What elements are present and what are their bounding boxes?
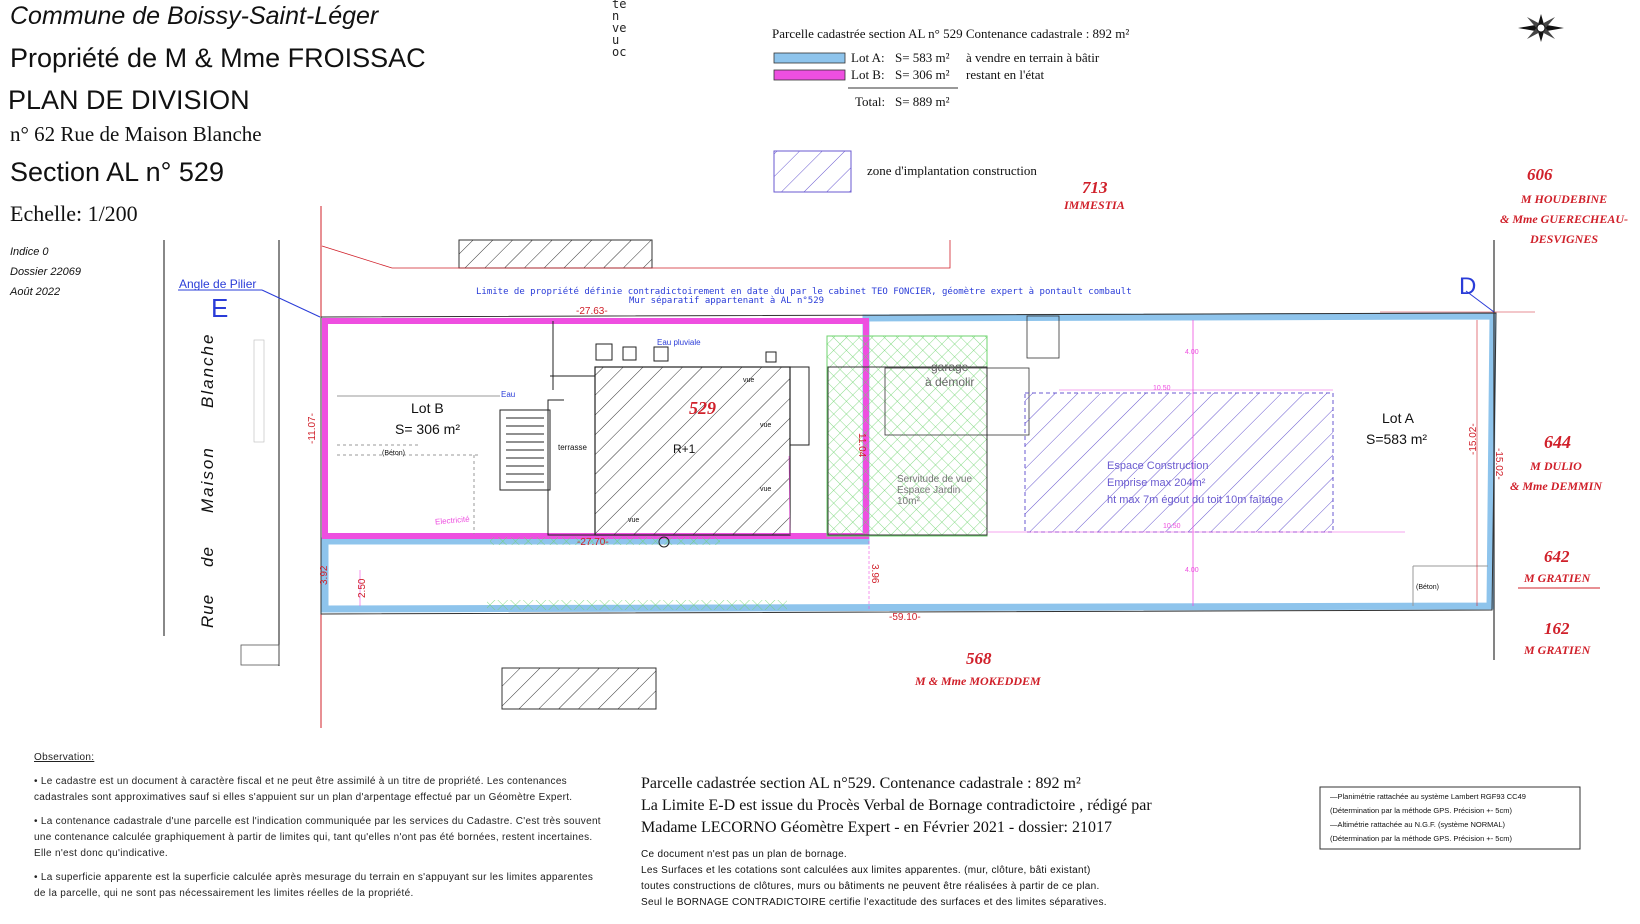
geodesy-line: —Altimétrie rattachée au N.G.F. (système NORMAL)	[1330, 820, 1506, 829]
construction-zone-label: Espace Construction Emprise max 204m² ht max 7m égout du toit 10m faîtage	[1107, 460, 1284, 506]
dossier: Dossier 22069	[10, 266, 81, 278]
neighbor-building-top	[459, 240, 652, 268]
parcel-number: 529	[689, 398, 716, 418]
house-level-label: R+1	[673, 442, 696, 456]
geodesy-line: (Détermination par la méthode GPS. Précision +- 5cm)	[1330, 834, 1512, 843]
geodesy-line: —Planimétrie rattachée au système Lambert RGF93 CC49	[1330, 792, 1526, 801]
neighbor-162-number: 162	[1544, 619, 1570, 638]
vue-label: vue	[760, 422, 772, 429]
street-name-de: de	[198, 546, 217, 567]
legend-total-value: S= 889 m²	[895, 94, 950, 109]
street-name-rue: Rue	[198, 593, 217, 628]
dim-strip-2: 2.50	[357, 578, 368, 598]
dim-left: -11.07-	[307, 413, 318, 444]
vue-label: vue	[760, 486, 772, 493]
observation-item: • La contenance cadastrale d'une parcelle est l'indication communiquée par les services du Cadastre. C'est très souvent une contenance calculée graphiquement à partir de limites qui, tant qu'elles n'ont pas été bornées, restent incertaines. Elle n'est donc qu'indicative.	[34, 816, 601, 859]
dim-strip-left: 3.92	[319, 565, 330, 585]
neighbor-606-number: 606	[1527, 165, 1553, 184]
footer-note-1: Ce document n'est pas un plan de bornage.	[641, 849, 848, 860]
garage-label: garage à démolir	[925, 360, 975, 389]
neighbor-713-number: 713	[1082, 178, 1108, 197]
legend-zone-label: zone d'implantation construction	[867, 163, 1037, 178]
angle-de-pilier-label: Angle de Pilier	[179, 277, 257, 291]
point-e-marker: E	[211, 293, 229, 323]
neighbor-162-name: M GRATIEN	[1524, 643, 1591, 657]
owner-title: Propriété de M & Mme FROISSAC	[10, 43, 426, 73]
geodesy-line: (Détermination par la méthode GPS. Précision +- 5cm)	[1330, 806, 1512, 815]
legend-lot-a-name: Lot A:	[851, 50, 885, 65]
neighbor-568-number: 568	[966, 649, 992, 668]
dim-inner-2: 4.00	[1185, 349, 1199, 356]
observation-block	[34, 750, 602, 910]
electricite-label: Electricité	[434, 514, 471, 527]
legend-lot-b-area: S= 306 m²	[895, 67, 950, 82]
point-d-marker: D	[1459, 273, 1477, 300]
scale: Echelle: 1/200	[10, 201, 138, 226]
lot-a-label: Lot A	[1382, 410, 1414, 426]
dim-right-2: -15.02-	[1493, 448, 1504, 480]
address: n° 62 Rue de Maison Blanche	[10, 122, 262, 146]
footer-note-3: toutes constructions de clôtures, murs ou bâtiments ne peuvent être réalisées à partir de ce plan.	[641, 881, 1100, 892]
plan-title: PLAN DE DIVISION	[8, 85, 250, 115]
boundary-note: Limite de propriété définie contradictoirement en date du par le cabinet TEO FONCIER, géomètre expert à pontault combault	[476, 287, 1132, 297]
footer-note-2: Les Surfaces et les cotations sont calculées aux limites apparentes. (mur, clôture, bâti existant)	[641, 865, 1091, 876]
indice: Indice 0	[10, 246, 49, 258]
vue-label: vue	[628, 517, 640, 524]
lot-b-label: Lot B	[411, 400, 444, 416]
neighbor-644-number: 644	[1544, 432, 1571, 452]
legend-lot-b-desc: restant en l'état	[966, 67, 1045, 82]
neighbor-713-name: IMMESTIA	[1064, 198, 1125, 212]
legend-total-label: Total:	[855, 94, 886, 109]
dim-inner-1: 10.50	[1153, 385, 1171, 392]
observation-item: • La superficie apparente est la superficie calculée après mesurage du terrain en s'appuyant sur les limites apparentes de la parcelle, qui ne sont pas nécessairement les limites réelles de la propriété.	[34, 872, 594, 899]
date: Août 2022	[10, 286, 61, 298]
legend-swatch-lot-b	[774, 70, 845, 80]
beton-label-right: (Béton)	[1416, 584, 1439, 591]
dim-strip-middle: 3.96	[869, 564, 880, 584]
street-name-maison: Maison	[198, 446, 217, 513]
observation-title: Observation:	[34, 752, 95, 763]
neighbor-642-number: 642	[1544, 547, 1570, 566]
neighbor-642-name: M GRATIEN	[1524, 571, 1591, 585]
footer-note-4: Seul le BORNAGE CONTRADICTOIRE certifie l'exactitude des surfaces et des limites séparatives.	[641, 897, 1107, 908]
corner-fragment: te n ve u oc	[612, 0, 627, 59]
footer-line-3: Madame LECORNO Géomètre Expert - en Février 2021 - dossier: 21017	[641, 819, 1112, 836]
neighbor-568-name: M & Mme MOKEDDEM	[915, 674, 1041, 688]
footer-line-1: Parcelle cadastrée section AL n°529. Contenance cadastrale : 892 m²	[641, 775, 1081, 792]
footer-line-2: La Limite E-D est issue du Procès Verbal de Bornage contradictoire , rédigé par	[641, 797, 1152, 814]
legend-lot-a-area: S= 583 m²	[895, 50, 950, 65]
dim-bottom-lot-b: -27.70-	[577, 537, 609, 548]
terrace-label: terrasse	[558, 443, 587, 452]
servitude-label: Servitude de vue Espace Jardin 10m²	[897, 474, 973, 507]
street-name-blanche: Blanche	[198, 332, 217, 408]
legend-heading: Parcelle cadastrée section AL n° 529 Contenance cadastrale : 892 m²	[772, 26, 1130, 41]
dim-inner-4: 10.50	[1163, 523, 1181, 530]
lot-a-area: S=583 m²	[1366, 431, 1428, 447]
legend-swatch-lot-a	[774, 53, 845, 63]
lot-b-area: S= 306 m²	[395, 421, 460, 437]
dim-inner-3: 4.00	[1185, 567, 1199, 574]
legend-swatch-zone	[774, 151, 851, 192]
boundary-wall-note: Mur séparatif appartenant à AL n°529	[629, 296, 825, 306]
dim-right-1: -15.02-	[1468, 423, 1479, 455]
section-title: Section AL n° 529	[10, 157, 224, 187]
dim-bottom: -59.10-	[889, 612, 921, 623]
dim-middle: 11.04	[856, 433, 867, 458]
dim-top-lot-b: -27.63-	[576, 306, 608, 317]
vue-label: vue	[743, 377, 755, 384]
neighbor-606-name: M HOUDEBINE & Mme GUERECHEAU- DESVIGNES	[1500, 192, 1629, 246]
eau-pluviale-label: Eau pluviale	[657, 338, 701, 347]
neighbor-building-bottom	[502, 668, 656, 709]
eau-label: Eau	[501, 390, 516, 399]
legend-lot-b-name: Lot B:	[851, 67, 885, 82]
commune-title: Commune de Boissy-Saint-Léger	[10, 2, 379, 30]
observation-item: • Le cadastre est un document à caractère fiscal et ne peut être assimilé à un titre de propriété. Les contenances cadastrales sont approximatives sauf si elles s'appuient sur un plan d'arpentage effectué par un Géomètre Expert.	[34, 776, 573, 803]
beton-label-left: (Béton)	[382, 450, 405, 457]
legend-lot-a-desc: à vendre en terrain à bâtir	[966, 50, 1100, 65]
north-arrow-icon	[1518, 14, 1564, 42]
neighbor-644-name: M DULIO & Mme DEMMIN	[1510, 459, 1603, 493]
